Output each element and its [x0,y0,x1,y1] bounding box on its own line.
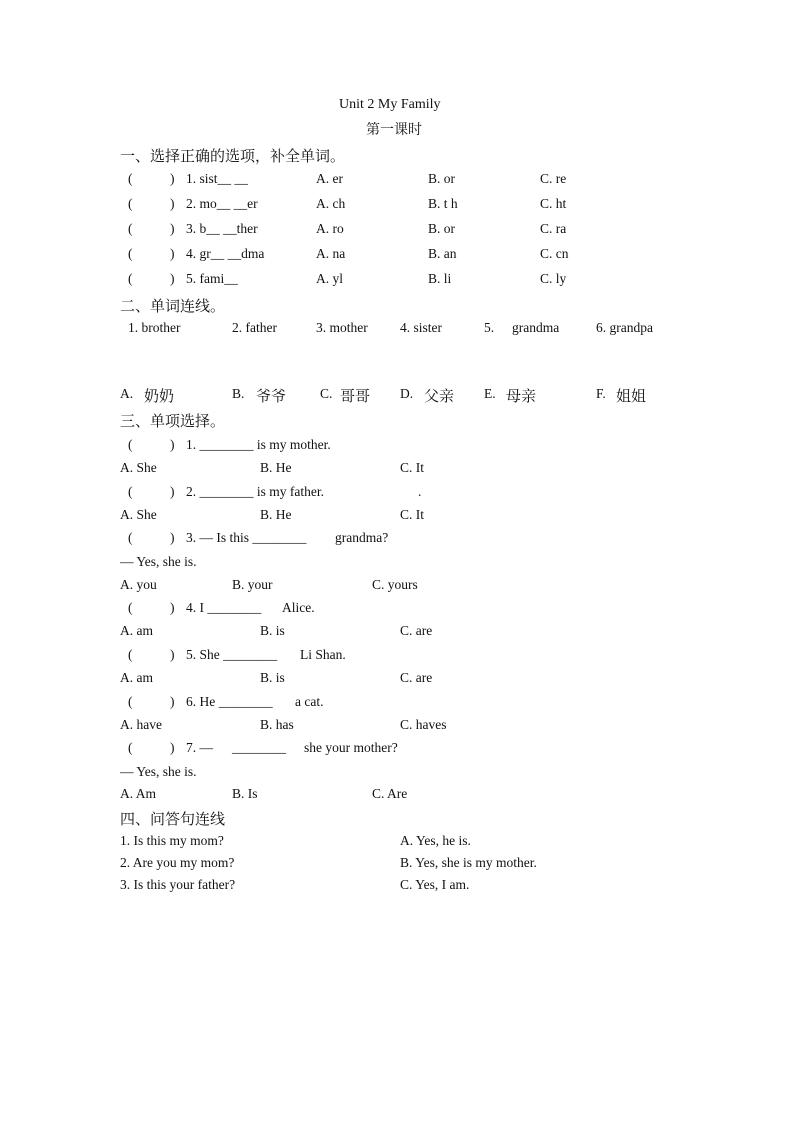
answer-bracket-open: ( [128,246,133,261]
option-a: A. Am [120,786,157,801]
answer-bracket-close: ) [170,246,175,261]
question-text: 3. b__ __ther [186,221,258,236]
option-b: B. He [260,507,292,522]
question-text-end: a cat. [295,694,324,709]
meaning-letter: B. [232,386,245,401]
word-item: 4. sister [400,320,442,335]
page-title: Unit 2 My Family [339,97,441,112]
option-a: A. have [120,717,162,732]
answer-text: — Yes, she is. [120,554,197,569]
word-item: 1. brother [128,320,181,335]
match-answer: A. Yes, he is. [400,833,471,848]
answer-bracket-close: ) [170,530,175,545]
match-answer: B. Yes, she is my mother. [400,855,537,870]
word-item: 2. father [232,320,277,335]
question-text: 2. mo__ __er [186,196,258,211]
option-b: B. is [260,623,285,638]
answer-bracket-close: ) [170,271,175,286]
question-text-end: Li Shan. [300,647,346,662]
question-text: 1. sist__ __ [186,171,248,186]
word-item: grandma [512,320,560,335]
answer-bracket-close: ) [170,221,175,236]
meaning-letter: A. [120,386,134,401]
section4-heading: 四、问答句连线 [120,810,226,828]
answer-bracket-open: ( [128,647,133,662]
stray-dot: . [418,484,422,499]
question-text-end: Alice. [282,600,315,615]
answer-bracket-close: ) [170,694,175,709]
option-c: C. ly [540,271,567,286]
option-b: B. your [232,577,273,592]
option-a: A. am [120,623,153,638]
option-a: A. ch [316,196,346,211]
option-b: B. li [428,271,452,286]
option-a: A. er [316,171,343,186]
match-question: 1. Is this my mom? [120,833,224,848]
answer-bracket-open: ( [128,740,133,755]
option-c: C. It [400,507,425,522]
meaning-item: 姐姐 [616,387,647,405]
meaning-item: 母亲 [506,387,537,405]
answer-bracket-close: ) [170,196,175,211]
option-b: B. or [428,221,455,236]
question-text: 1. ________ is my mother. [186,437,331,452]
section3-heading: 三、单项选择。 [120,412,226,430]
question-text-end: she your mother? [304,740,398,755]
option-b: B. or [428,171,455,186]
section2-heading: 二、单词连线。 [120,297,226,315]
question-text: 7. — [186,740,213,755]
option-c: C. haves [400,717,447,732]
match-answer: C. Yes, I am. [400,877,470,892]
answer-bracket-open: ( [128,437,133,452]
word-item: 3. mother [316,320,368,335]
option-c: C. cn [540,246,569,261]
option-b: B. t h [428,196,458,211]
meaning-item: 奶奶 [144,387,175,405]
meaning-letter: F. [596,386,606,401]
word-item: 6. grandpa [596,320,653,335]
option-a: A. She [120,507,157,522]
question-text: 6. He ________ [186,694,273,709]
option-a: A. yl [316,271,343,286]
question-text: 4. I ________ [186,600,262,615]
answer-text: — Yes, she is. [120,764,197,779]
answer-bracket-open: ( [128,271,133,286]
meaning-letter: E. [484,386,496,401]
question-text: 5. She ________ [186,647,278,662]
question-text: 2. ________ is my father. [186,484,324,499]
section1-heading: 一、选择正确的选项，补全单词。 [120,147,346,165]
option-b: B. is [260,670,285,685]
option-c: C. are [400,670,433,685]
answer-bracket-close: ) [170,600,175,615]
option-b: B. Is [232,786,258,801]
option-b: B. an [428,246,457,261]
option-c: C. are [400,623,433,638]
option-c: C. ht [540,196,567,211]
question-blank: ________ [232,740,286,755]
meaning-item: 爷爷 [256,387,287,405]
question-text-end: grandma? [335,530,389,545]
word-item: 5. [484,320,495,335]
option-a: A. na [316,246,346,261]
question-text: 3. — Is this ________ [186,530,307,545]
option-b: B. He [260,460,292,475]
page-subtitle: 第一课时 [366,122,422,138]
option-c: C. yours [372,577,418,592]
option-a: A. ro [316,221,344,236]
meaning-item: 父亲 [424,387,455,405]
answer-bracket-open: ( [128,694,133,709]
meaning-letter: C. [320,386,333,401]
meaning-item: 哥哥 [340,387,371,405]
match-question: 2. Are you my mom? [120,855,235,870]
option-c: C. It [400,460,425,475]
answer-bracket-open: ( [128,171,133,186]
answer-bracket-close: ) [170,647,175,662]
question-text: 4. gr__ __dma [186,246,265,261]
answer-bracket-open: ( [128,600,133,615]
answer-bracket-close: ) [170,484,175,499]
match-question: 3. Is this your father? [120,877,236,892]
answer-bracket-close: ) [170,740,175,755]
answer-bracket-open: ( [128,530,133,545]
option-c: C. re [540,171,567,186]
question-text: 5. fami__ [186,271,238,286]
option-c: C. ra [540,221,567,236]
answer-bracket-open: ( [128,221,133,236]
option-b: B. has [260,717,294,732]
option-a: A. am [120,670,153,685]
answer-bracket-close: ) [170,171,175,186]
meaning-letter: D. [400,386,414,401]
option-c: C. Are [372,786,408,801]
answer-bracket-close: ) [170,437,175,452]
answer-bracket-open: ( [128,484,133,499]
option-a: A. She [120,460,157,475]
option-a: A. you [120,577,157,592]
answer-bracket-open: ( [128,196,133,211]
